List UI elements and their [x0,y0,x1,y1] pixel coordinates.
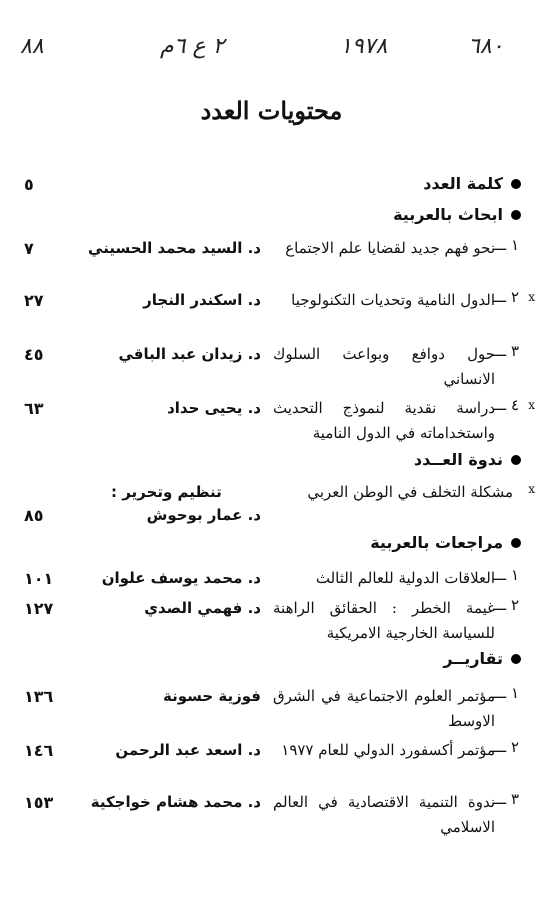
entry-number: ٢ ـــ [492,288,519,306]
section-reports [443,649,521,668]
section-editor-word [423,174,521,193]
bullet-icon [511,179,521,189]
page-number: ٧ [24,239,34,258]
entry-title: حول دوافع وبواعث السلوك الانساني [273,345,495,388]
page-number: ٨٥ [24,506,44,525]
entry-title: مشكلة التخلف في الوطن العربي [307,483,513,501]
section-label: ابحاث بالعربية [393,205,503,224]
page-number: ٢٧ [24,291,44,310]
bullet-icon [511,455,521,465]
entry-number: ١ ـــ [492,566,519,584]
bullet-icon [511,210,521,220]
entry-author: د. السيد محمد الحسيني [88,239,261,257]
check-mark: x [528,398,535,412]
handwritten-note: ١٩٧٨ [340,34,388,59]
page-number: ١٠١ [24,569,54,588]
handwritten-note: ٦٨٠ [468,34,504,59]
entry-number: ٢ ـــ [492,596,519,614]
bullet-icon [511,538,521,548]
entry-number: ٤ ـــ [492,396,519,414]
entry-number: ١ ـــ [492,236,519,254]
entry-number: ٣ ـــ [492,790,519,808]
entry-title: ندوة التنمية الاقتصادية في العالم الاسلامي [273,793,495,836]
entry-title: مؤتمر أكسفورد الدولي للعام ١٩٧٧ [281,741,495,759]
page-number: ٥ [24,175,34,194]
section-label: كلمة العدد [423,174,503,193]
entry-title: دراسة نقدية لنموذج التحديث واستخداماته في الدول النامية [273,399,495,442]
page-number: ٤٥ [24,345,44,364]
section-arabic-research [393,205,521,224]
entry-author: د. اسكندر النجار [143,291,261,309]
section-reviews [370,533,521,552]
check-mark: x [528,482,535,496]
section-symposium [414,450,521,469]
page-number: ١٣٦ [24,687,54,706]
entry-author: د. محمد يوسف علوان [101,569,261,587]
entry-author: د. زيدان عبد الباقي [118,345,261,363]
entry-author: د. يحيى حداد [167,399,261,417]
entry-author: د. اسعد عبد الرحمن [115,741,261,759]
entry-author: د. عمار بوحوش [146,506,261,524]
entry-author: د. محمد هشام خواجكية [90,793,261,811]
entry-number: ٢ ـــ [492,738,519,756]
entry-author: د. فهمي الصدي [144,599,261,617]
entry-number: ١ ـــ [492,684,519,702]
section-label: مراجعات بالعربية [370,533,503,552]
entry-title: العلاقات الدولية للعالم الثالث [315,569,495,587]
entry-title: نحو فهم جديد لقضايا علم الاجتماع [285,239,495,257]
check-mark: x [528,290,535,304]
handwritten-note: ٢ ع ٦م [160,34,225,59]
entry-title: مؤتمر العلوم الاجتماعية في الشرق الاوسط [273,687,495,730]
page-number: ١٤٦ [24,741,54,760]
entry-author: فوزية حسونة [162,687,261,705]
page-title: محتويات العدد [200,96,343,125]
entry-number: ٣ ـــ [492,342,519,360]
entry-title: الدول النامية وتحديات التكنولوجيا [291,291,495,309]
organizer-label: تنظيم وتحرير : [111,483,222,501]
page-number: ١٢٧ [24,599,54,618]
page-number: ٦٣ [24,399,44,418]
handwritten-note: ٨٨ [20,34,44,59]
page-number: ١٥٣ [24,793,54,812]
bullet-icon [511,654,521,664]
section-label: تقاريــر [443,649,503,668]
entry-title: غيمة الخطر : الحقائق الراهنة للسياسة الخارجية الامريكية [273,599,495,642]
section-label: ندوة العــدد [413,450,503,469]
